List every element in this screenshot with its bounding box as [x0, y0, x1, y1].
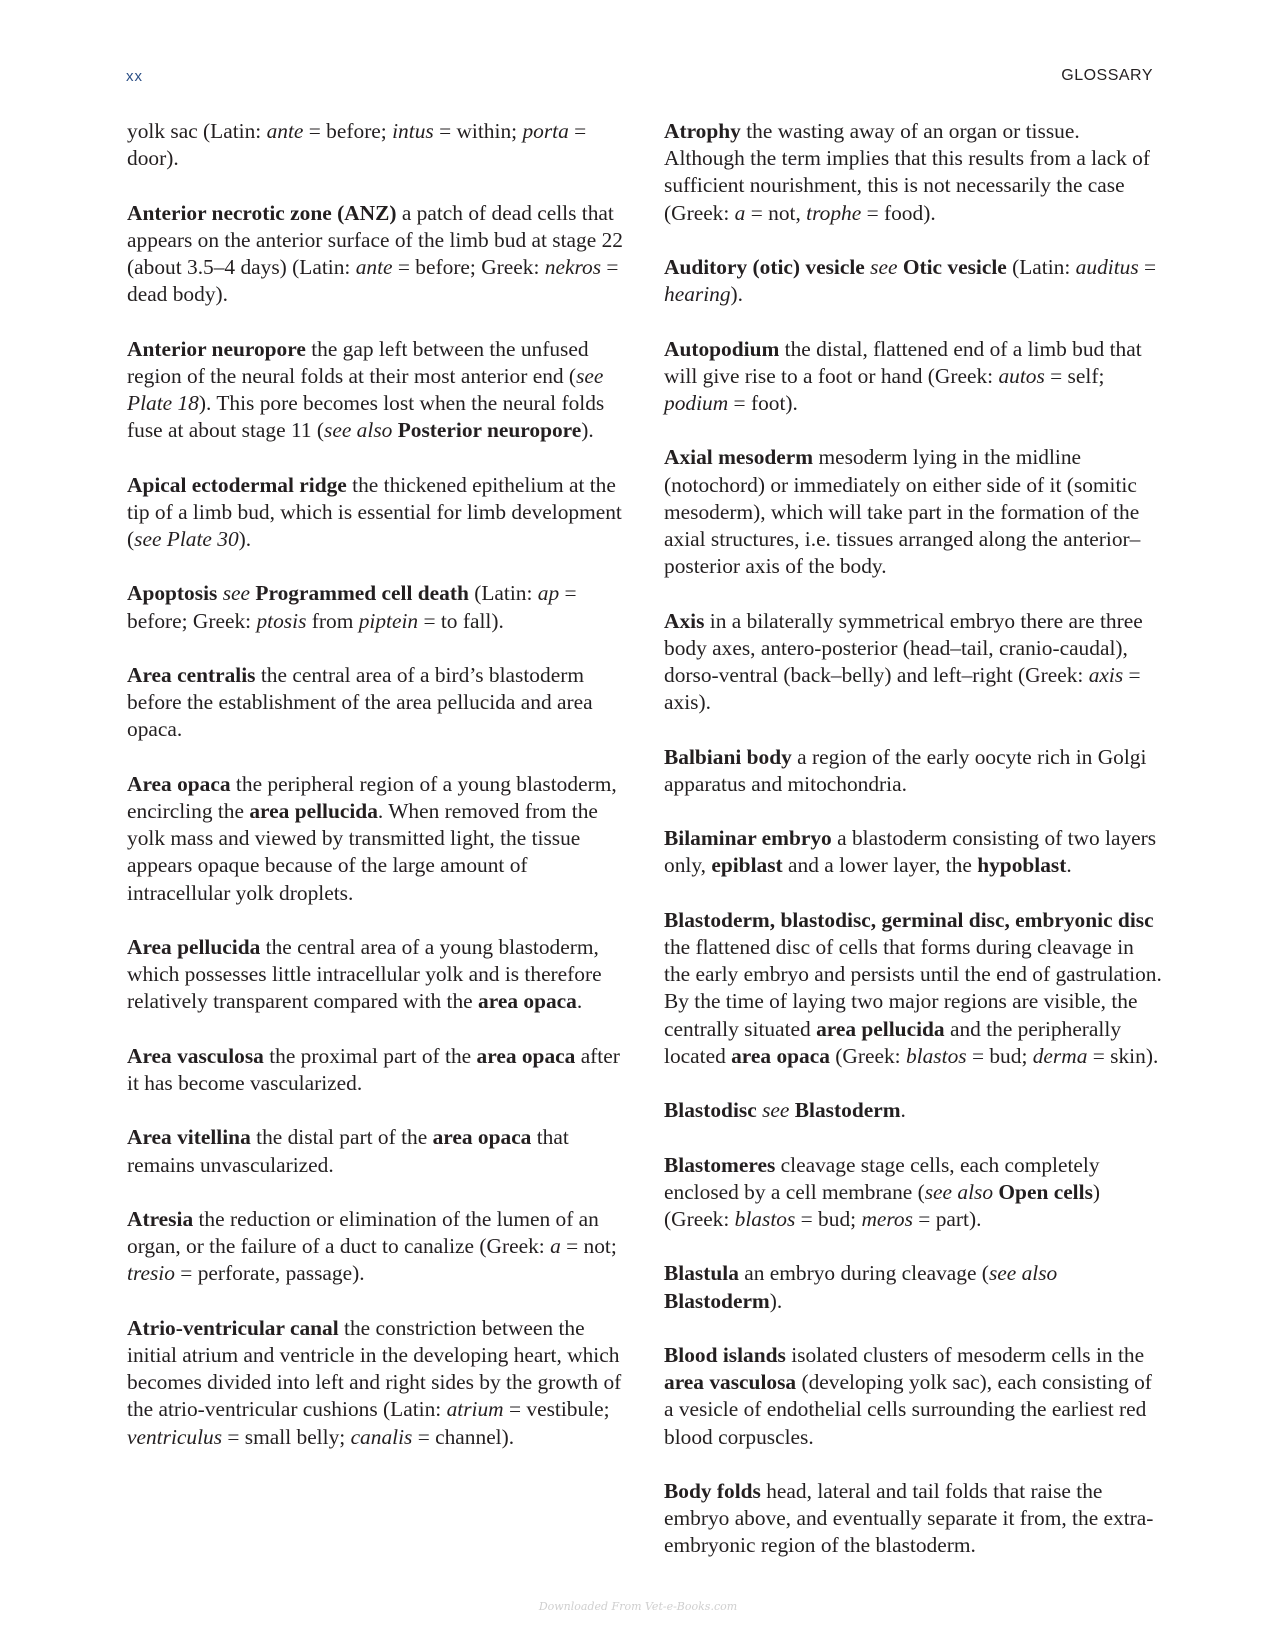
glossary-entry [664, 1097, 1164, 1124]
glossary-term: Blastodisc [664, 1098, 757, 1123]
definition-text: and the peripherally located [664, 1016, 1122, 1068]
glossary-term: Apoptosis [127, 581, 218, 606]
definition-text: ) (Greek: [664, 1179, 1101, 1231]
definition-text: in a bilaterally symmetrical embryo there are three body axes, antero-posterior (head–tail, cranio-caudal), dorso-ventral (back–belly) and left–right (Greek: [664, 608, 1143, 687]
definition-text: the distal part of the [250, 1125, 433, 1150]
cross-reference-term: Programmed cell death [255, 581, 469, 606]
definition-text: . [576, 989, 583, 1014]
definition-text: = bud; [966, 1043, 1033, 1068]
definition-text: (Latin: [468, 581, 538, 606]
glossary-entry [664, 1342, 1164, 1451]
glossary-entry [127, 336, 623, 445]
glossary-term: Apical ectodermal ridge [127, 472, 347, 497]
definition-text: the gap left between the unfused region of the neural folds at their most anterior end ( [127, 336, 589, 388]
definition-text: = perforate, passage). [174, 1261, 365, 1286]
definition-text: = door). [127, 119, 587, 171]
glossary-term: Area pellucida [127, 934, 261, 959]
definition-text: yolk sac (Latin: [127, 119, 267, 143]
glossary-term: Auditory (otic) vesicle [664, 255, 865, 279]
definition-text: ). This pore becomes lost when the neural folds fuse at about stage 11 ( [127, 391, 605, 443]
definition-text: . [900, 1098, 906, 1123]
glossary-entry [127, 771, 623, 907]
italic-text: tresio [127, 1261, 175, 1286]
definition-text: = before; Greek: [127, 581, 577, 633]
glossary-entry [127, 118, 623, 172]
cross-reference-term: Blastoderm [794, 1098, 901, 1123]
definition-text: (Greek: [829, 1043, 906, 1068]
definition-text: ). [769, 1288, 783, 1313]
definition-text: = skin). [1087, 1043, 1159, 1068]
definition-text: ). [581, 418, 594, 443]
italic-text: derma [1032, 1043, 1088, 1068]
glossary-term: Blastomeres [664, 1152, 776, 1177]
definition-text: (Latin: [1006, 255, 1076, 279]
italic-text: porta [522, 119, 569, 143]
definition-text: = bud; [795, 1206, 862, 1231]
italic-text: ventriculus [127, 1424, 223, 1449]
italic-text: intus [392, 119, 434, 143]
definition-text: = food). [861, 200, 936, 225]
cross-reference-term: area vasculosa [664, 1370, 797, 1395]
glossary-term: Blastoderm, blastodisc, germinal disc, embryonic disc [664, 907, 1154, 932]
italic-text: trophe [806, 200, 862, 225]
glossary-entry [127, 1315, 623, 1451]
definition-text: = foot). [728, 391, 798, 415]
cross-reference-term: Otic vesicle [902, 255, 1007, 279]
cross-reference-term: Open cells [998, 1179, 1093, 1204]
italic-text: autos [998, 363, 1045, 388]
glossary-term: Anterior necrotic zone (ANZ) [127, 200, 397, 225]
glossary-entry [127, 934, 623, 1016]
definition-text: = to fall). [418, 608, 504, 633]
definition-text: a blastoderm consisting of two layers only, [664, 826, 1157, 878]
cross-reference-term: Blastoderm [664, 1288, 770, 1313]
definition-text: the flattened disc of cells that forms during cleavage in the early embryo and persists until the end of gastrulation. By the time of laying two major regions are visible, the centrally situated [664, 934, 1162, 1041]
glossary-entry [664, 744, 1164, 798]
cross-reference-term: hypoblast [977, 853, 1067, 878]
italic-text: see [870, 255, 898, 279]
definition-text: = part). [912, 1206, 982, 1231]
definition-text: a region of the early oocyte rich in Golgi apparatus and mitochondria. [664, 744, 1147, 796]
glossary-entry [664, 1478, 1164, 1560]
glossary-term: Axis [664, 608, 705, 633]
definition-text: cleavage stage cells, each completely enclosed by a cell membrane ( [664, 1152, 1100, 1204]
glossary-term: Area centralis [127, 662, 256, 687]
definition-text: the distal, flattened end of a limb bud that will give rise to a foot or hand (Greek: [664, 336, 1142, 388]
definition-text: the peripheral region of a young blastoderm, encircling the [127, 771, 617, 823]
italic-text: atrium [446, 1397, 504, 1422]
definition-text: = self; [1044, 363, 1105, 388]
definition-text: = small belly; [222, 1424, 351, 1449]
cross-reference-term: area opaca [478, 989, 577, 1014]
glossary-entry [127, 580, 623, 634]
definition-text: ). [730, 282, 744, 307]
download-watermark: Downloaded From Vet-e-Books.com [538, 1600, 738, 1613]
glossary-column-left [127, 118, 623, 1478]
glossary-entry [664, 118, 1164, 227]
italic-text: see Plate 18 [127, 363, 604, 415]
glossary-term: Atrio-ventricular canal [127, 1315, 339, 1340]
italic-text: ap [537, 581, 560, 606]
cross-reference-term: area pellucida [249, 798, 378, 823]
definition-text: = before; [303, 119, 393, 143]
italic-text: see [222, 581, 251, 606]
italic-text: blastos [734, 1206, 796, 1231]
glossary-entry [664, 608, 1164, 717]
cross-reference-term: area opaca [731, 1043, 830, 1068]
cross-reference-term: epiblast [711, 853, 783, 878]
italic-text: axis [1088, 663, 1124, 687]
italic-text: hearing [664, 282, 731, 307]
glossary-term: Area vitellina [127, 1125, 251, 1150]
definition-text: = axis). [664, 663, 1141, 715]
italic-text: canalis [350, 1424, 413, 1449]
definition-text: = [1138, 255, 1157, 279]
glossary-entry [664, 907, 1164, 1070]
glossary-entry [127, 1206, 623, 1288]
definition-text: the reduction or elimination of the lumen of an organ, or the failure of a duct to canalize (Greek: [127, 1206, 599, 1259]
cross-reference-term: area pellucida [816, 1016, 945, 1041]
glossary-term: Atrophy [664, 119, 741, 143]
definition-text: the constriction between the initial atrium and ventricle in the developing heart, which becomes divided into left and right sides by the growth of the atrio-ventricular cushions (Latin: [127, 1315, 622, 1422]
glossary-entry [664, 1260, 1164, 1314]
glossary-entry [664, 444, 1164, 580]
glossary-term: Blastula [664, 1261, 739, 1286]
italic-text: see also [988, 1261, 1058, 1286]
glossary-entry [664, 825, 1164, 879]
definition-text: that remains unvascularized. [127, 1125, 569, 1177]
definition-text: and a lower layer, the [782, 853, 978, 878]
italic-text: blastos [905, 1043, 967, 1068]
definition-text: = not, [745, 200, 807, 225]
glossary-term: Axial mesoderm [664, 445, 814, 470]
glossary-term: Blood islands [664, 1342, 786, 1367]
definition-text: mesoderm lying in the midline (notochord) or immediately on either side of it (somitic mesoderm), which will take part in the formation of the axial structures, i.e. tissues arranged along the anterior–posterior axis of the body. [664, 445, 1141, 579]
definition-text: a patch of dead cells that appears on the anterior surface of the limb bud at stage 22 (about 3.5–4 days) (Latin: [127, 200, 623, 279]
cross-reference-term: area opaca [432, 1125, 532, 1150]
italic-text: meros [861, 1206, 913, 1231]
glossary-term: Bilaminar embryo [664, 826, 832, 851]
definition-text: = before; Greek: [392, 255, 545, 279]
glossary-entry [127, 472, 623, 554]
definition-text: ). [238, 527, 252, 551]
definition-text: the wasting away of an organ or tissue. Although the term implies that this results from a lack of sufficient nourishment, this is not necessarily the case (Greek: [664, 119, 1150, 225]
italic-text: ptosis [256, 608, 307, 633]
definition-text: the central area of a bird’s blastoderm before the establishment of the area pellucida and area opaca. [127, 662, 593, 742]
glossary-entry [127, 662, 623, 744]
definition-text: from [306, 608, 359, 633]
cross-reference-term: area opaca [476, 1043, 576, 1068]
page-number: xx [126, 68, 143, 85]
glossary-term: Area vasculosa [127, 1043, 264, 1068]
running-head: GLOSSARY [1061, 67, 1153, 84]
glossary-term: Body folds [664, 1478, 761, 1503]
definition-text: after it has become vascularized. [127, 1043, 620, 1095]
definition-text: the thickened epithelium at the tip of a limb bud, which is essential for limb development ( [127, 472, 622, 551]
italic-text: ante [355, 255, 393, 279]
glossary-column-right [664, 118, 1164, 1587]
definition-text: isolated clusters of mesoderm cells in the [785, 1342, 1145, 1367]
italic-text: a [550, 1234, 561, 1259]
definition-text: the proximal part of the [263, 1043, 477, 1068]
definition-text: . [1066, 853, 1072, 878]
glossary-term: Area opaca [127, 771, 231, 796]
cross-reference-term: Posterior neuropore [397, 418, 582, 443]
glossary-entry [664, 254, 1164, 308]
definition-text: = dead body). [127, 255, 619, 307]
glossary-entry [127, 1124, 623, 1178]
definition-text: . When removed from the yolk mass and viewed by transmitted light, the tissue appears opaque because of the large amount of intracellular yolk droplets. [127, 798, 598, 905]
glossary-entry [127, 200, 623, 309]
glossary-entry [664, 336, 1164, 418]
italic-text: nekros [544, 255, 602, 279]
glossary-term: Atresia [127, 1206, 194, 1231]
italic-text: see [762, 1098, 790, 1123]
definition-text: the central area of a young blastoderm, which possesses little intracellular yolk and is therefore relatively transparent compared with the [127, 934, 602, 1014]
italic-text: auditus [1075, 255, 1139, 279]
italic-text: a [734, 200, 746, 225]
definition-text: = vestibule; [503, 1397, 610, 1422]
glossary-entry [664, 1152, 1164, 1234]
italic-text: ante [266, 119, 304, 143]
definition-text: an embryo during cleavage ( [738, 1261, 989, 1286]
definition-text: (developing yolk sac), each consisting of a vesicle of endothelial cells surrounding the earliest red blood corpuscles. [664, 1370, 1152, 1449]
definition-text: = channel). [412, 1424, 515, 1449]
italic-text: see also [924, 1179, 994, 1204]
glossary-term: Balbiani body [664, 744, 792, 769]
glossary-term: Anterior neuropore [127, 336, 306, 361]
definition-text: head, lateral and tail folds that raise the embryo above, and eventually separate it from, the extra-embryonic region of the blastoderm. [664, 1478, 1154, 1558]
glossary-entry [127, 1043, 623, 1097]
definition-text: = not; [560, 1234, 617, 1259]
italic-text: piptein [358, 608, 419, 633]
glossary-term: Autopodium [664, 336, 780, 361]
italic-text: see Plate 30 [134, 527, 239, 551]
italic-text: podium [664, 391, 729, 415]
italic-text: see also [324, 418, 393, 443]
definition-text: = within; [433, 119, 523, 143]
